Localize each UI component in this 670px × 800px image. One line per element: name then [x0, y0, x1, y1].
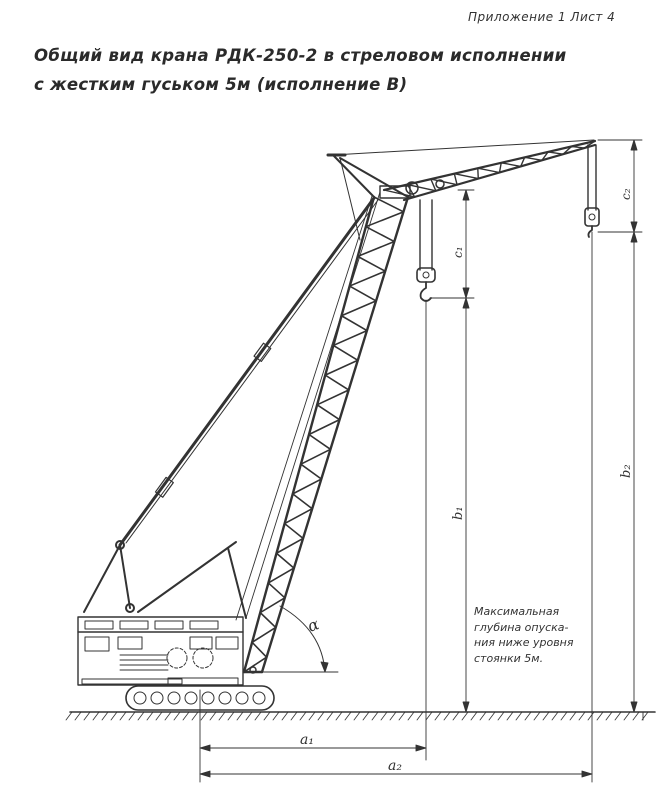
note-line: ния ниже уровня: [474, 636, 574, 649]
boom-pendants: [120, 192, 380, 620]
machine-house: [78, 617, 243, 686]
dimension-label-a1: a₁: [300, 732, 314, 748]
appendix-note: Приложение 1 Лист 4: [468, 10, 616, 24]
dimension-label-c1: c₁: [451, 246, 465, 258]
jib-hook: [585, 145, 599, 237]
ground-line: [66, 712, 655, 720]
drawing-title-line-2: с жестким гуськом 5м (исполнение В): [34, 75, 408, 94]
drawing-title-line-1: Общий вид крана РДК-250-2 в стреловом исполнении: [34, 46, 567, 65]
gantry-frame: [84, 541, 246, 618]
main-hook: [417, 200, 435, 301]
dimension-label-a2: a₂: [388, 758, 402, 774]
angle-label-alpha: α: [304, 614, 322, 636]
note-line: Максимальная: [474, 605, 560, 618]
note-line: глубина опуска-: [474, 620, 569, 634]
note-line: стоянки 5м.: [474, 651, 544, 665]
dimension-label-b2: b₂: [619, 464, 634, 478]
lowering-depth-note: [474, 604, 604, 666]
dimension-label-b1: b₁: [451, 506, 466, 520]
fixed-jib: [380, 141, 595, 200]
dimension-lines: [200, 140, 643, 782]
dimension-label-c2: c₂: [619, 188, 633, 200]
lattice-boom: [244, 197, 408, 673]
